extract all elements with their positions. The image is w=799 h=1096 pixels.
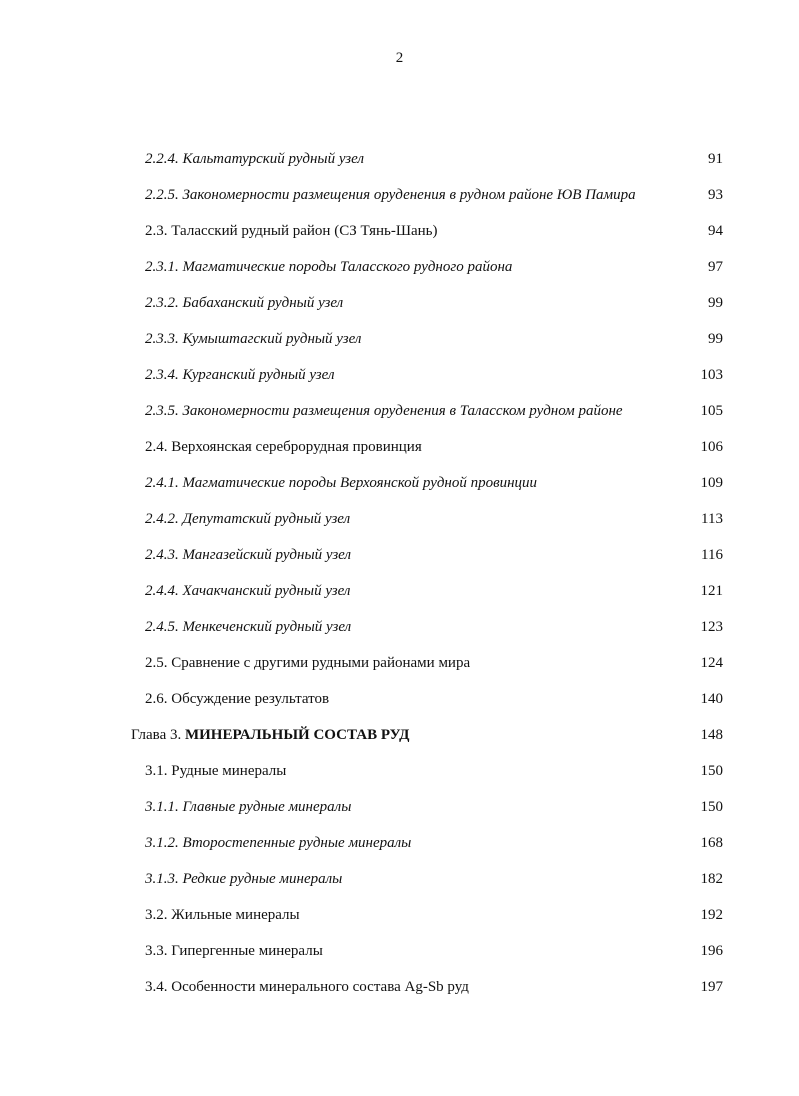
toc-row	[0, 825, 799, 861]
toc-entry-title	[145, 537, 351, 573]
toc-entry-title	[145, 357, 335, 393]
toc-entry-number: 2.2.4.	[145, 151, 179, 167]
toc-entry-title	[145, 249, 512, 285]
toc-entry-page: 168	[700, 835, 723, 851]
toc-entry-title	[145, 465, 537, 501]
toc-entry-title	[131, 717, 409, 753]
toc-entry-page: 103	[700, 367, 723, 383]
toc-entry-number: 2.4.1.	[145, 475, 179, 491]
toc-entry-text: Сравнение с другими рудными районами мира	[171, 655, 471, 671]
toc-entry-number: 3.4.	[145, 979, 168, 995]
toc-entry-title	[145, 501, 350, 537]
toc-entry-title	[145, 393, 623, 429]
toc-entry-title	[145, 753, 286, 789]
toc-entry-text: Курганский рудный узел	[182, 367, 335, 383]
toc-entry-title	[145, 861, 342, 897]
toc-entry-page: 113	[701, 511, 723, 527]
toc-row	[0, 465, 799, 501]
toc-entry-text: Закономерности размещения оруденения в Таласском рудном районе	[182, 403, 623, 419]
toc-entry-page: 99	[708, 295, 723, 311]
toc-entry-title	[145, 933, 323, 969]
toc-entry-page: 94	[708, 223, 723, 239]
toc-entry-text: Мангазейский рудный узел	[182, 547, 352, 563]
toc-row	[0, 501, 799, 537]
toc-entry-number: 2.3.5.	[145, 403, 179, 419]
toc-entry-page: 148	[700, 727, 723, 743]
toc-entry-title	[145, 681, 329, 717]
toc-entry-number: 2.3.1.	[145, 259, 179, 275]
toc-row	[0, 177, 799, 213]
toc-entry-number: Глава 3.	[131, 727, 182, 743]
toc-entry-title	[145, 141, 364, 177]
toc-row	[0, 213, 799, 249]
toc-entry-page: 93	[708, 187, 723, 203]
toc-entry-title	[145, 789, 351, 825]
toc-entry-number: 2.3.	[145, 223, 168, 239]
toc-entry-text: Магматические породы Верхоянской рудной провинции	[182, 475, 538, 491]
toc-entry-page: 150	[700, 799, 723, 815]
page-number: 2	[395, 50, 404, 66]
toc-entry-text: Гипергенные минералы	[171, 943, 323, 959]
toc-row	[0, 645, 799, 681]
toc-entry-page: 106	[700, 439, 723, 455]
toc-entry-number: 2.6.	[145, 691, 168, 707]
toc-row	[0, 285, 799, 321]
toc-entry-title	[145, 609, 351, 645]
toc-entry-page: 105	[700, 403, 723, 419]
toc-entry-title	[145, 285, 343, 321]
toc-entry-number: 2.4.4.	[145, 583, 179, 599]
toc-entry-text: Второстепенные рудные минералы	[182, 835, 412, 851]
toc-entry-number: 2.5.	[145, 655, 168, 671]
toc-entry-text: Верхоянская сереброрудная провинция	[171, 439, 422, 455]
toc-entry-text: Кумыштагский рудный узел	[182, 331, 362, 347]
toc-entry-title	[145, 969, 469, 1005]
toc-entry-text: Таласский рудный район (СЗ Тянь-Шань)	[171, 223, 438, 239]
toc-row	[0, 861, 799, 897]
toc-row	[0, 789, 799, 825]
toc-entry-title	[145, 573, 350, 609]
toc-entry-text: Особенности минерального состава Ag-Sb руд	[171, 979, 469, 995]
toc-row	[0, 357, 799, 393]
toc-entry-text: Кальтатурский рудный узел	[182, 151, 364, 167]
toc-entry-title	[145, 897, 300, 933]
toc-entry-page: 192	[700, 907, 723, 923]
toc-entry-page: 121	[700, 583, 723, 599]
toc-entry-text: Редкие рудные минералы	[182, 871, 343, 887]
toc-entry-title	[145, 321, 361, 357]
toc-entry-page: 150	[700, 763, 723, 779]
toc-entry-number: 2.4.5.	[145, 619, 179, 635]
toc-entry-number: 2.3.2.	[145, 295, 179, 311]
toc-entry-page: 91	[708, 151, 723, 167]
toc-entry-title	[145, 429, 422, 465]
toc-entry-page: 109	[700, 475, 723, 491]
toc-entry-text: Обсуждение результатов	[171, 691, 330, 707]
toc-entry-text: Главные рудные минералы	[182, 799, 352, 815]
toc-entry-title	[145, 177, 636, 213]
toc-row	[0, 681, 799, 717]
toc-entry-title	[145, 825, 411, 861]
toc-row-chapter	[0, 717, 799, 753]
toc-row	[0, 537, 799, 573]
toc-row	[0, 393, 799, 429]
toc-entry-page: 123	[700, 619, 723, 635]
toc-entry-number: 3.1.1.	[145, 799, 179, 815]
toc-row	[0, 609, 799, 645]
toc-row	[0, 249, 799, 285]
toc-entry-number: 3.1.	[145, 763, 168, 779]
toc-entry-number: 2.2.5.	[145, 187, 179, 203]
toc-entry-text: Жильные минералы	[171, 907, 300, 923]
toc-entry-page: 116	[701, 547, 723, 563]
toc-entry-page: 124	[700, 655, 723, 671]
toc-entry-number: 2.4.3.	[145, 547, 179, 563]
toc-row	[0, 933, 799, 969]
toc-row	[0, 969, 799, 1005]
toc-entry-page: 97	[708, 259, 723, 275]
toc-row	[0, 321, 799, 357]
toc-entry-text: Депутатский рудный узел	[182, 511, 351, 527]
toc-entry-number: 3.3.	[145, 943, 168, 959]
toc-entry-title	[145, 213, 438, 249]
toc-entry-number: 3.1.2.	[145, 835, 179, 851]
toc-entry-number: 3.2.	[145, 907, 168, 923]
toc-entry-text: Бабаханский рудный узел	[182, 295, 344, 311]
toc-row	[0, 573, 799, 609]
toc-row	[0, 897, 799, 933]
toc-entry-number: 2.4.2.	[145, 511, 179, 527]
toc-entry-number: 2.3.3.	[145, 331, 179, 347]
toc-row	[0, 141, 799, 177]
toc-entry-text: Закономерности размещения оруденения в рудном районе ЮВ Памира	[182, 187, 636, 203]
toc-entry-page: 99	[708, 331, 723, 347]
toc-entry-text: Менкеченский рудный узел	[182, 619, 352, 635]
toc-row	[0, 753, 799, 789]
toc-entry-page: 182	[700, 871, 723, 887]
toc-row	[0, 429, 799, 465]
toc-entry-number: 2.3.4.	[145, 367, 179, 383]
toc-entry-number: 2.4.	[145, 439, 168, 455]
toc-entry-number: 3.1.3.	[145, 871, 179, 887]
toc-entry-text: Хачакчанский рудный узел	[182, 583, 351, 599]
toc-entry-page: 140	[700, 691, 723, 707]
toc-entry-text: МИНЕРАЛЬНЫЙ СОСТАВ РУД	[184, 727, 410, 743]
toc-entry-text: Магматические породы Таласского рудного района	[182, 259, 513, 275]
toc-entry-page: 196	[700, 943, 723, 959]
toc-entry-page: 197	[700, 979, 723, 995]
table-of-contents	[0, 141, 799, 1005]
toc-entry-text: Рудные минералы	[171, 763, 287, 779]
toc-entry-title	[145, 645, 470, 681]
